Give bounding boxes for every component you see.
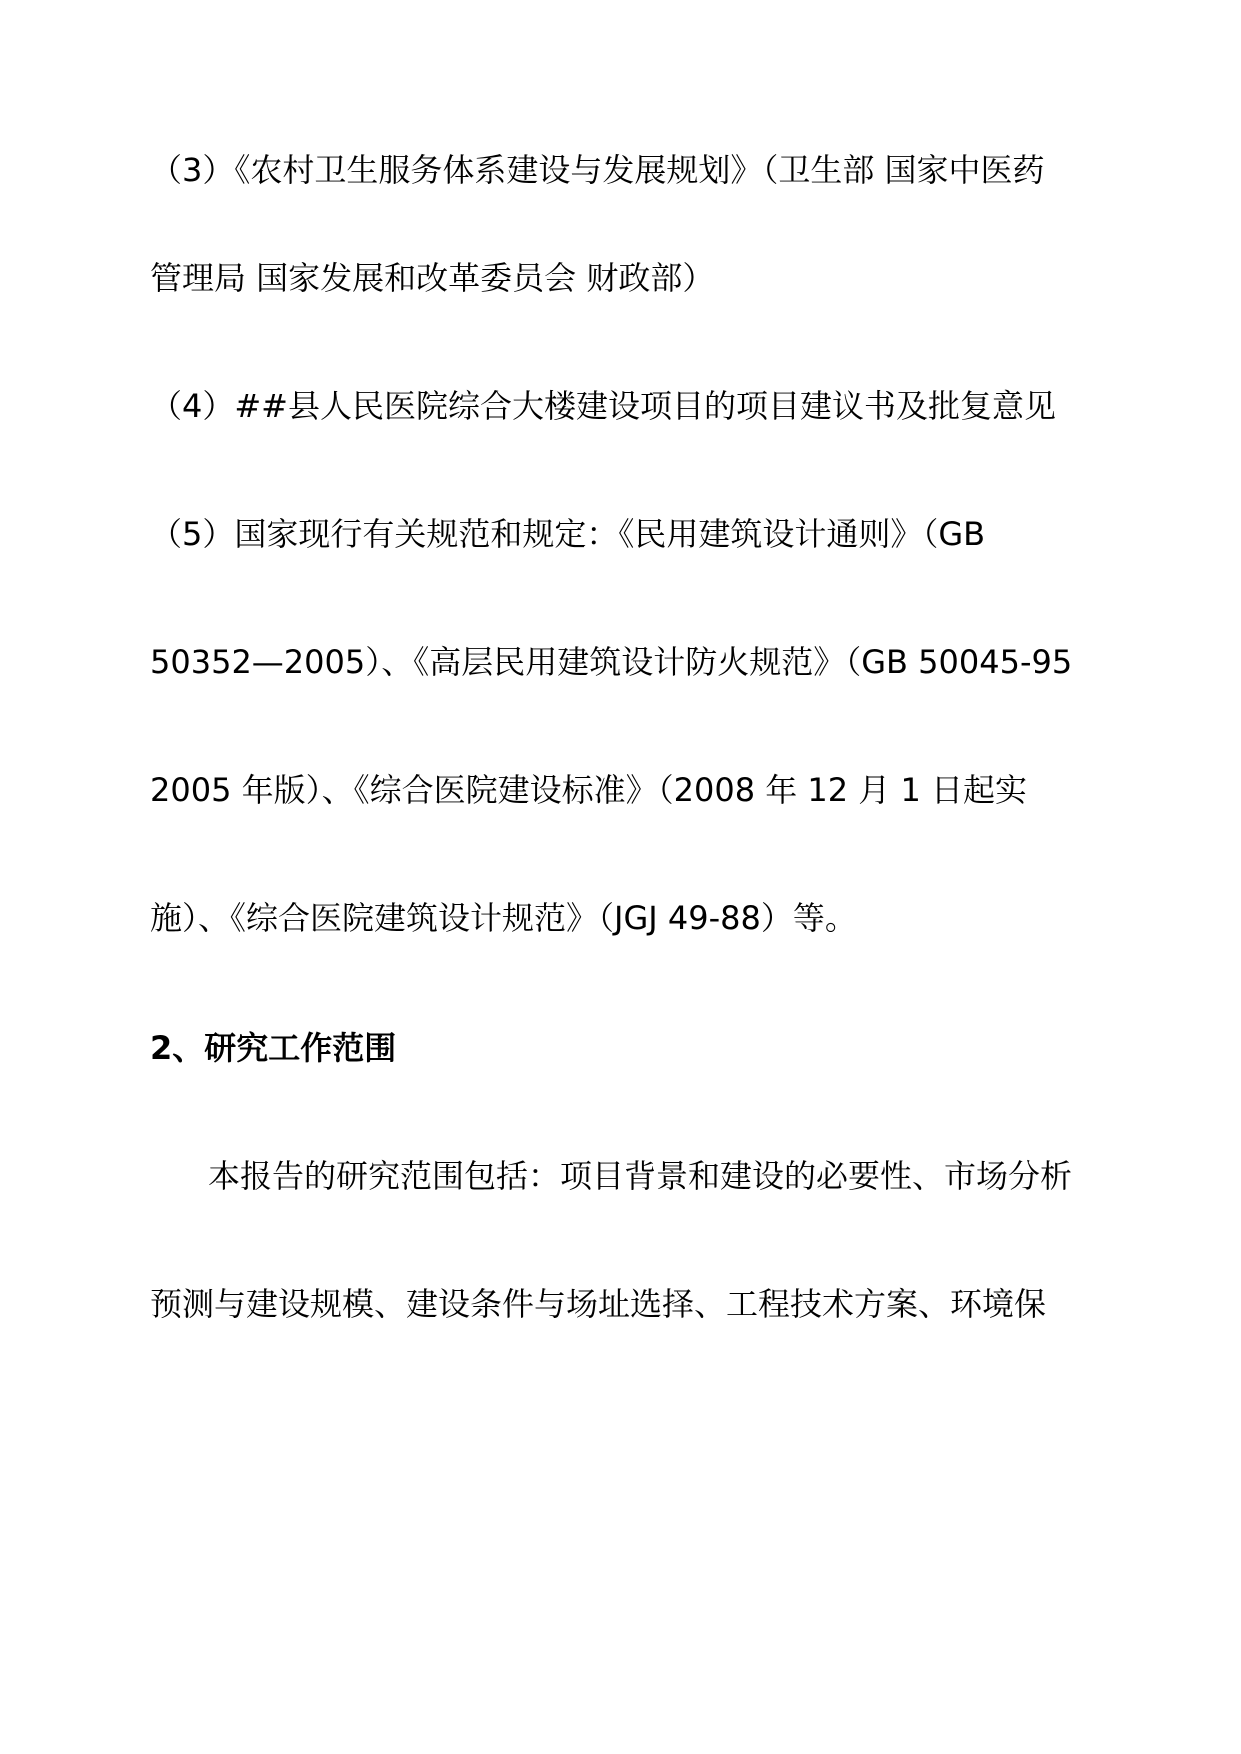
reference-item-5-line-4: 施）、《综合医院建筑设计规范》（JGJ 49-88）等。	[150, 899, 857, 937]
scope-paragraph-line-1: 本报告的研究范围包括：项目背景和建设的必要性、市场分析	[208, 1157, 1073, 1195]
reference-item-5-line-3: 2005 年版）、《综合医院建设标准》（2008 年 12 月 1 日起实	[150, 771, 1027, 809]
reference-item-4: （4）##县人民医院综合大楼建设项目的项目建议书及批复意见	[150, 387, 1056, 425]
section-heading: 2、研究工作范围	[150, 1029, 397, 1067]
reference-item-3-line-1: （3）《农村卫生服务体系建设与发展规划》（卫生部 国家中医药	[150, 151, 1045, 189]
scope-paragraph-line-2: 预测与建设规模、建设条件与场址选择、工程技术方案、环境保	[150, 1285, 1047, 1323]
reference-item-3-line-2: 管理局 国家发展和改革委员会 财政部）	[150, 259, 715, 297]
reference-item-5-line-1: （5）国家现行有关规范和规定：《民用建筑设计通则》（GB	[150, 515, 986, 553]
reference-item-5-line-2: 50352—2005）、《高层民用建筑设计防火规范》（GB 50045-95	[150, 643, 1073, 681]
